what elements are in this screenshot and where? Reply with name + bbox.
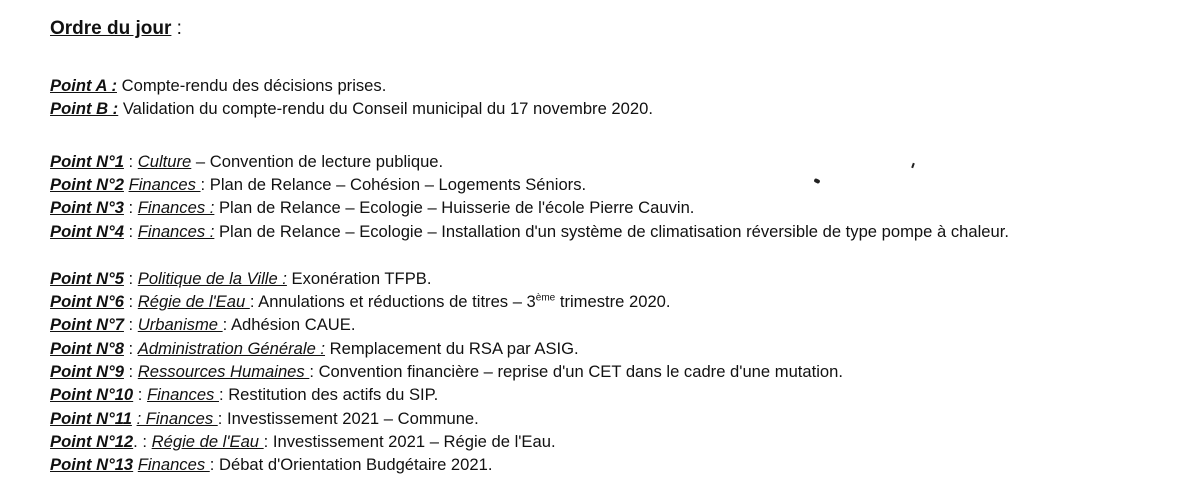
point-label: Point N°11 <box>50 409 132 428</box>
scan-speck <box>911 163 915 168</box>
separator: : <box>222 315 231 334</box>
separator: : <box>123 152 138 171</box>
point-label: Point B : <box>50 99 119 118</box>
separator: : <box>217 409 227 428</box>
item-category: Politique de la Ville : <box>137 269 287 288</box>
separator: : <box>133 385 148 404</box>
separator: . : <box>133 432 152 451</box>
agenda-item-a <box>50 75 386 97</box>
agenda-item-2 <box>50 174 586 196</box>
agenda-item-11 <box>50 408 479 430</box>
item-text: Plan de Relance – Cohésion – Logements Séniors. <box>209 175 587 194</box>
agenda-heading-suffix: : <box>171 18 182 39</box>
item-category: Finances <box>137 455 210 474</box>
agenda-item-12 <box>50 431 556 453</box>
agenda-item-8 <box>50 338 579 360</box>
item-text: Adhésion CAUE. <box>230 315 356 334</box>
agenda-item-9 <box>50 361 843 383</box>
point-label: Point N°1 <box>50 152 124 171</box>
point-label: Point N°10 <box>50 385 134 404</box>
agenda-heading <box>50 17 182 41</box>
point-label: Point N°12 <box>50 432 134 451</box>
agenda-heading-text: Ordre du jour <box>50 18 172 39</box>
item-text: Remplacement du RSA par ASIG. <box>329 339 579 358</box>
point-label: Point N°9 <box>50 362 124 381</box>
separator: : <box>123 315 138 334</box>
item-text: Compte-rendu des décisions prises. <box>121 76 387 95</box>
point-label: Point N°8 <box>50 339 124 358</box>
agenda-item-13 <box>50 454 492 476</box>
separator: : <box>123 292 138 311</box>
point-label: Point N°4 <box>50 222 124 241</box>
item-text: Annulations et réductions de titres – 3 <box>258 292 536 311</box>
item-category: Finances <box>128 175 201 194</box>
item-category: Finances <box>147 385 219 404</box>
item-category: Administration Générale : <box>137 339 326 358</box>
item-text-after: trimestre 2020. <box>555 292 671 311</box>
agenda-item-4 <box>50 221 1142 243</box>
separator: : <box>209 455 219 474</box>
item-text: Convention financière – reprise d'un CET dans le cadre d'une mutation. <box>318 362 843 381</box>
item-category: Finances : <box>137 198 215 217</box>
item-category: Régie de l'Eau <box>151 432 264 451</box>
item-text: Exonération TFPB. <box>291 269 432 288</box>
item-category: Culture <box>137 152 192 171</box>
item-text: Plan de Relance – Ecologie – Huisserie de l'école Pierre Cauvin. <box>218 198 695 217</box>
item-text: Débat d'Orientation Budgétaire 2021. <box>218 455 493 474</box>
item-category: Finances : <box>137 222 215 241</box>
separator: : <box>309 362 319 381</box>
point-label: Point N°5 <box>50 269 124 288</box>
item-text: Restitution des actifs du SIP. <box>228 385 439 404</box>
point-label: Point N°6 <box>50 292 124 311</box>
point-label: Point N°2 <box>50 175 124 194</box>
item-text: Validation du compte-rendu du Conseil municipal du 17 novembre 2020. <box>122 99 653 118</box>
item-text: Investissement 2021 – Régie de l'Eau. <box>272 432 556 451</box>
agenda-item-7 <box>50 314 355 336</box>
item-category: Ressources Humaines <box>137 362 310 381</box>
separator: : <box>263 432 273 451</box>
superscript: ème <box>535 292 556 304</box>
item-text: Plan de Relance – Ecologie – Installation d'un système de climatisation réversible de type pompe à chaleur. <box>218 222 1009 241</box>
point-label: Point N°13 <box>50 455 134 474</box>
item-text: – Convention de lecture publique. <box>195 152 444 171</box>
separator: : <box>123 339 138 358</box>
item-text: Investissement 2021 – Commune. <box>226 409 479 428</box>
point-label: Point N°7 <box>50 315 124 334</box>
agenda-item-10 <box>50 384 438 406</box>
item-category: Régie de l'Eau <box>137 292 250 311</box>
separator: : <box>123 269 138 288</box>
separator: : <box>249 292 259 311</box>
agenda-item-5 <box>50 268 431 290</box>
separator: : <box>123 198 138 217</box>
separator: : <box>218 385 229 404</box>
item-category: Urbanisme <box>137 315 223 334</box>
point-label: Point A : <box>50 76 117 95</box>
agenda-item-b <box>50 98 653 120</box>
agenda-item-6 <box>50 291 671 313</box>
item-category: : Finances <box>136 409 218 428</box>
separator: : <box>200 175 210 194</box>
agenda-item-1 <box>50 151 443 173</box>
point-label: Point N°3 <box>50 198 124 217</box>
agenda-item-3 <box>50 197 694 219</box>
scan-speck <box>813 178 820 184</box>
separator: : <box>123 362 138 381</box>
separator: : <box>123 222 138 241</box>
